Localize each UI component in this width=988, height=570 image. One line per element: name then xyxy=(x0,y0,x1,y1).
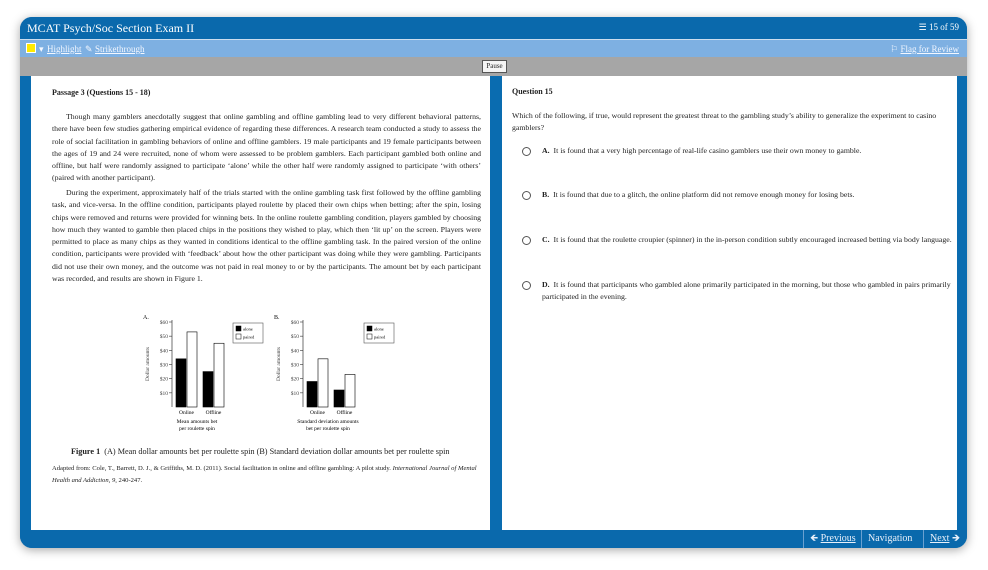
strikethrough-button[interactable]: Strikethrough xyxy=(95,44,145,54)
highlight-button[interactable]: Highlight xyxy=(47,44,82,54)
y-tick-label: $30 xyxy=(290,362,299,369)
x-axis-title: Standard deviation amounts xyxy=(297,419,359,425)
citation: Adapted from: Cole, T., Barrett, D. J., & Griffiths, M. D. (2011). Social facilitation in online and offline gambling: A pilot study. International Journal of Mental Health and Addiction, 9, 240-247. xyxy=(52,465,477,484)
legend-swatch xyxy=(236,334,241,339)
legend-label: paired xyxy=(243,334,255,340)
bar-paired-online xyxy=(318,359,328,407)
passage-title: Passage 3 (Questions 15 - 18) xyxy=(52,88,151,97)
x-axis-title: per roulette spin xyxy=(179,426,215,432)
toolbar xyxy=(20,39,967,57)
flag-icon: ⚐ xyxy=(890,44,901,54)
pencil-icon: ✎ xyxy=(85,44,93,54)
radio-button[interactable] xyxy=(522,191,531,200)
category-label: Offline xyxy=(336,410,353,416)
bar-alone-online xyxy=(307,382,317,408)
y-tick-label: $40 xyxy=(159,348,168,355)
x-axis-title: bet per roulette spin xyxy=(306,426,350,432)
legend-label: alone xyxy=(243,326,253,332)
next-button[interactable]: Next 🡺 xyxy=(923,530,966,548)
y-tick-label: $20 xyxy=(159,376,168,383)
highlight-color-swatch[interactable] xyxy=(26,43,36,53)
bar-alone-offline xyxy=(203,372,213,407)
y-tick-label: $50 xyxy=(159,334,168,341)
question-stem: Which of the following, if true, would represent the greatest threat to the gambling study’s ability to generalize the experiment to casino gamblers? xyxy=(512,111,937,132)
category-label: Offline xyxy=(205,410,222,416)
radio-button[interactable] xyxy=(522,147,531,156)
bar-alone-online xyxy=(176,359,186,407)
bar-paired-offline xyxy=(214,343,224,407)
legend-swatch xyxy=(236,326,241,331)
y-tick-label: $30 xyxy=(159,362,168,369)
question-counter: ☰ 15 of 59 xyxy=(918,22,959,32)
category-label: Online xyxy=(310,410,325,416)
control-bar xyxy=(20,57,967,76)
category-label: Online xyxy=(179,410,194,416)
arrow-left-icon: 🡸 xyxy=(810,533,821,544)
radio-button[interactable] xyxy=(522,236,531,245)
bar-paired-offline xyxy=(345,374,355,407)
y-tick-label: $60 xyxy=(290,320,299,326)
bar-paired-online xyxy=(187,332,197,407)
legend-swatch xyxy=(367,334,372,339)
x-axis-title: Mean amounts bet xyxy=(176,419,218,425)
y-axis-title: Dollar amounts xyxy=(145,346,151,382)
y-tick-label: $60 xyxy=(159,320,168,326)
arrow-right-icon: 🡺 xyxy=(949,533,961,544)
y-tick-label: $10 xyxy=(159,390,168,397)
bar-alone-offline xyxy=(334,390,344,407)
passage-paragraph: Though many gamblers anecdotally suggest that online gambling and offline gambling lead to very different behavioral patterns, there have been few studies gathering empirical evidence of regarding these differences. A research team conducted a study to assess the role of social facilitation in gambling behaviors of online and offline gamblers. 19 male participants and 19 female participants between the ages of 19 and 24 were recruited, none of whom were assessed to be problem gamblers. Each participant gambled both online and offline, but half were randomly assigned to participate ‘alone’ while the other half were randomly assigned to participate ‘with others’ (paired with another participant). xyxy=(52,112,481,183)
passage-paragraph: During the experiment, approximately half of the trials started with the online gambling task first followed by the offline gambling task, and vice-versa. In the offline condition, participants played roulette by placed their own chips when betting; after the spin, losing chips were removed and returns were provided for winning bets. In the online roulette gambling condition, players gambled by choosing how much they wanted to gamble then placed chips in the positions they wished to play, which then ‘lit up’ on the screen. Players were permitted to place as many chips as they wanted in conditions identical to the offline gambling task. In the paired version of the online condition, participants were provided with ‘feedback’ about how the other participant was doing while they were gambling. Participants did not use their own money, and the outcome was not paid in real money to or by the participants. The amount bet by each participant was recorded, and results are shown in Figure 1. xyxy=(52,188,481,284)
exam-window xyxy=(20,17,967,548)
figure-caption: Figure 1 (A) Mean dollar amounts bet per roulette spin (B) Standard deviation dollar amounts bet per roulette spin xyxy=(71,447,450,456)
bottom-nav-bar xyxy=(20,530,967,548)
title-bar xyxy=(20,17,967,39)
panel-label: A. xyxy=(143,315,149,321)
color-dropdown-icon[interactable]: ▾ xyxy=(39,44,44,54)
y-axis-title: Dollar amounts xyxy=(276,346,282,382)
question-title: Question 15 xyxy=(512,87,553,96)
legend-label: alone xyxy=(374,326,384,332)
exam-title: MCAT Psych/Soc Section Exam II xyxy=(27,21,195,35)
legend-label: paired xyxy=(374,334,386,340)
radio-button[interactable] xyxy=(522,281,531,290)
legend-swatch xyxy=(367,326,372,331)
question-panel: Question 15 Which of the following, if true, would represent the greatest threat to the gambling study’s ability to generalize the experiment to casino gamblers? A. It is found that a very high percentage of real-life casino gamblers use their own money to gamble. B. It is found that due to a glitch, the online platform did not remove enough money for losing bets. C. It is found that the roulette croupier (spinner) in the in-person condition subtly encouraged increased betting via body language. D. It is found that participants who gambled alone primarily participated in the morning, but those who gambled in pairs primarily participated in the evening. xyxy=(502,76,957,530)
y-tick-label: $10 xyxy=(290,390,299,397)
y-tick-label: $50 xyxy=(290,334,299,341)
counter-icon: ☰ xyxy=(918,22,929,32)
panel-label: B. xyxy=(274,315,280,321)
pause-button[interactable]: Pause xyxy=(482,60,507,73)
figure-chart-b xyxy=(271,312,406,437)
y-tick-label: $40 xyxy=(290,348,299,355)
y-tick-label: $20 xyxy=(290,376,299,383)
previous-button[interactable]: 🡸 Previous xyxy=(803,530,862,548)
flag-for-review-button[interactable]: ⚐ Flag for Review xyxy=(890,44,959,54)
figure-chart-a xyxy=(140,312,275,437)
passage-panel xyxy=(31,76,490,530)
navigation-button[interactable]: Navigation xyxy=(861,530,918,548)
